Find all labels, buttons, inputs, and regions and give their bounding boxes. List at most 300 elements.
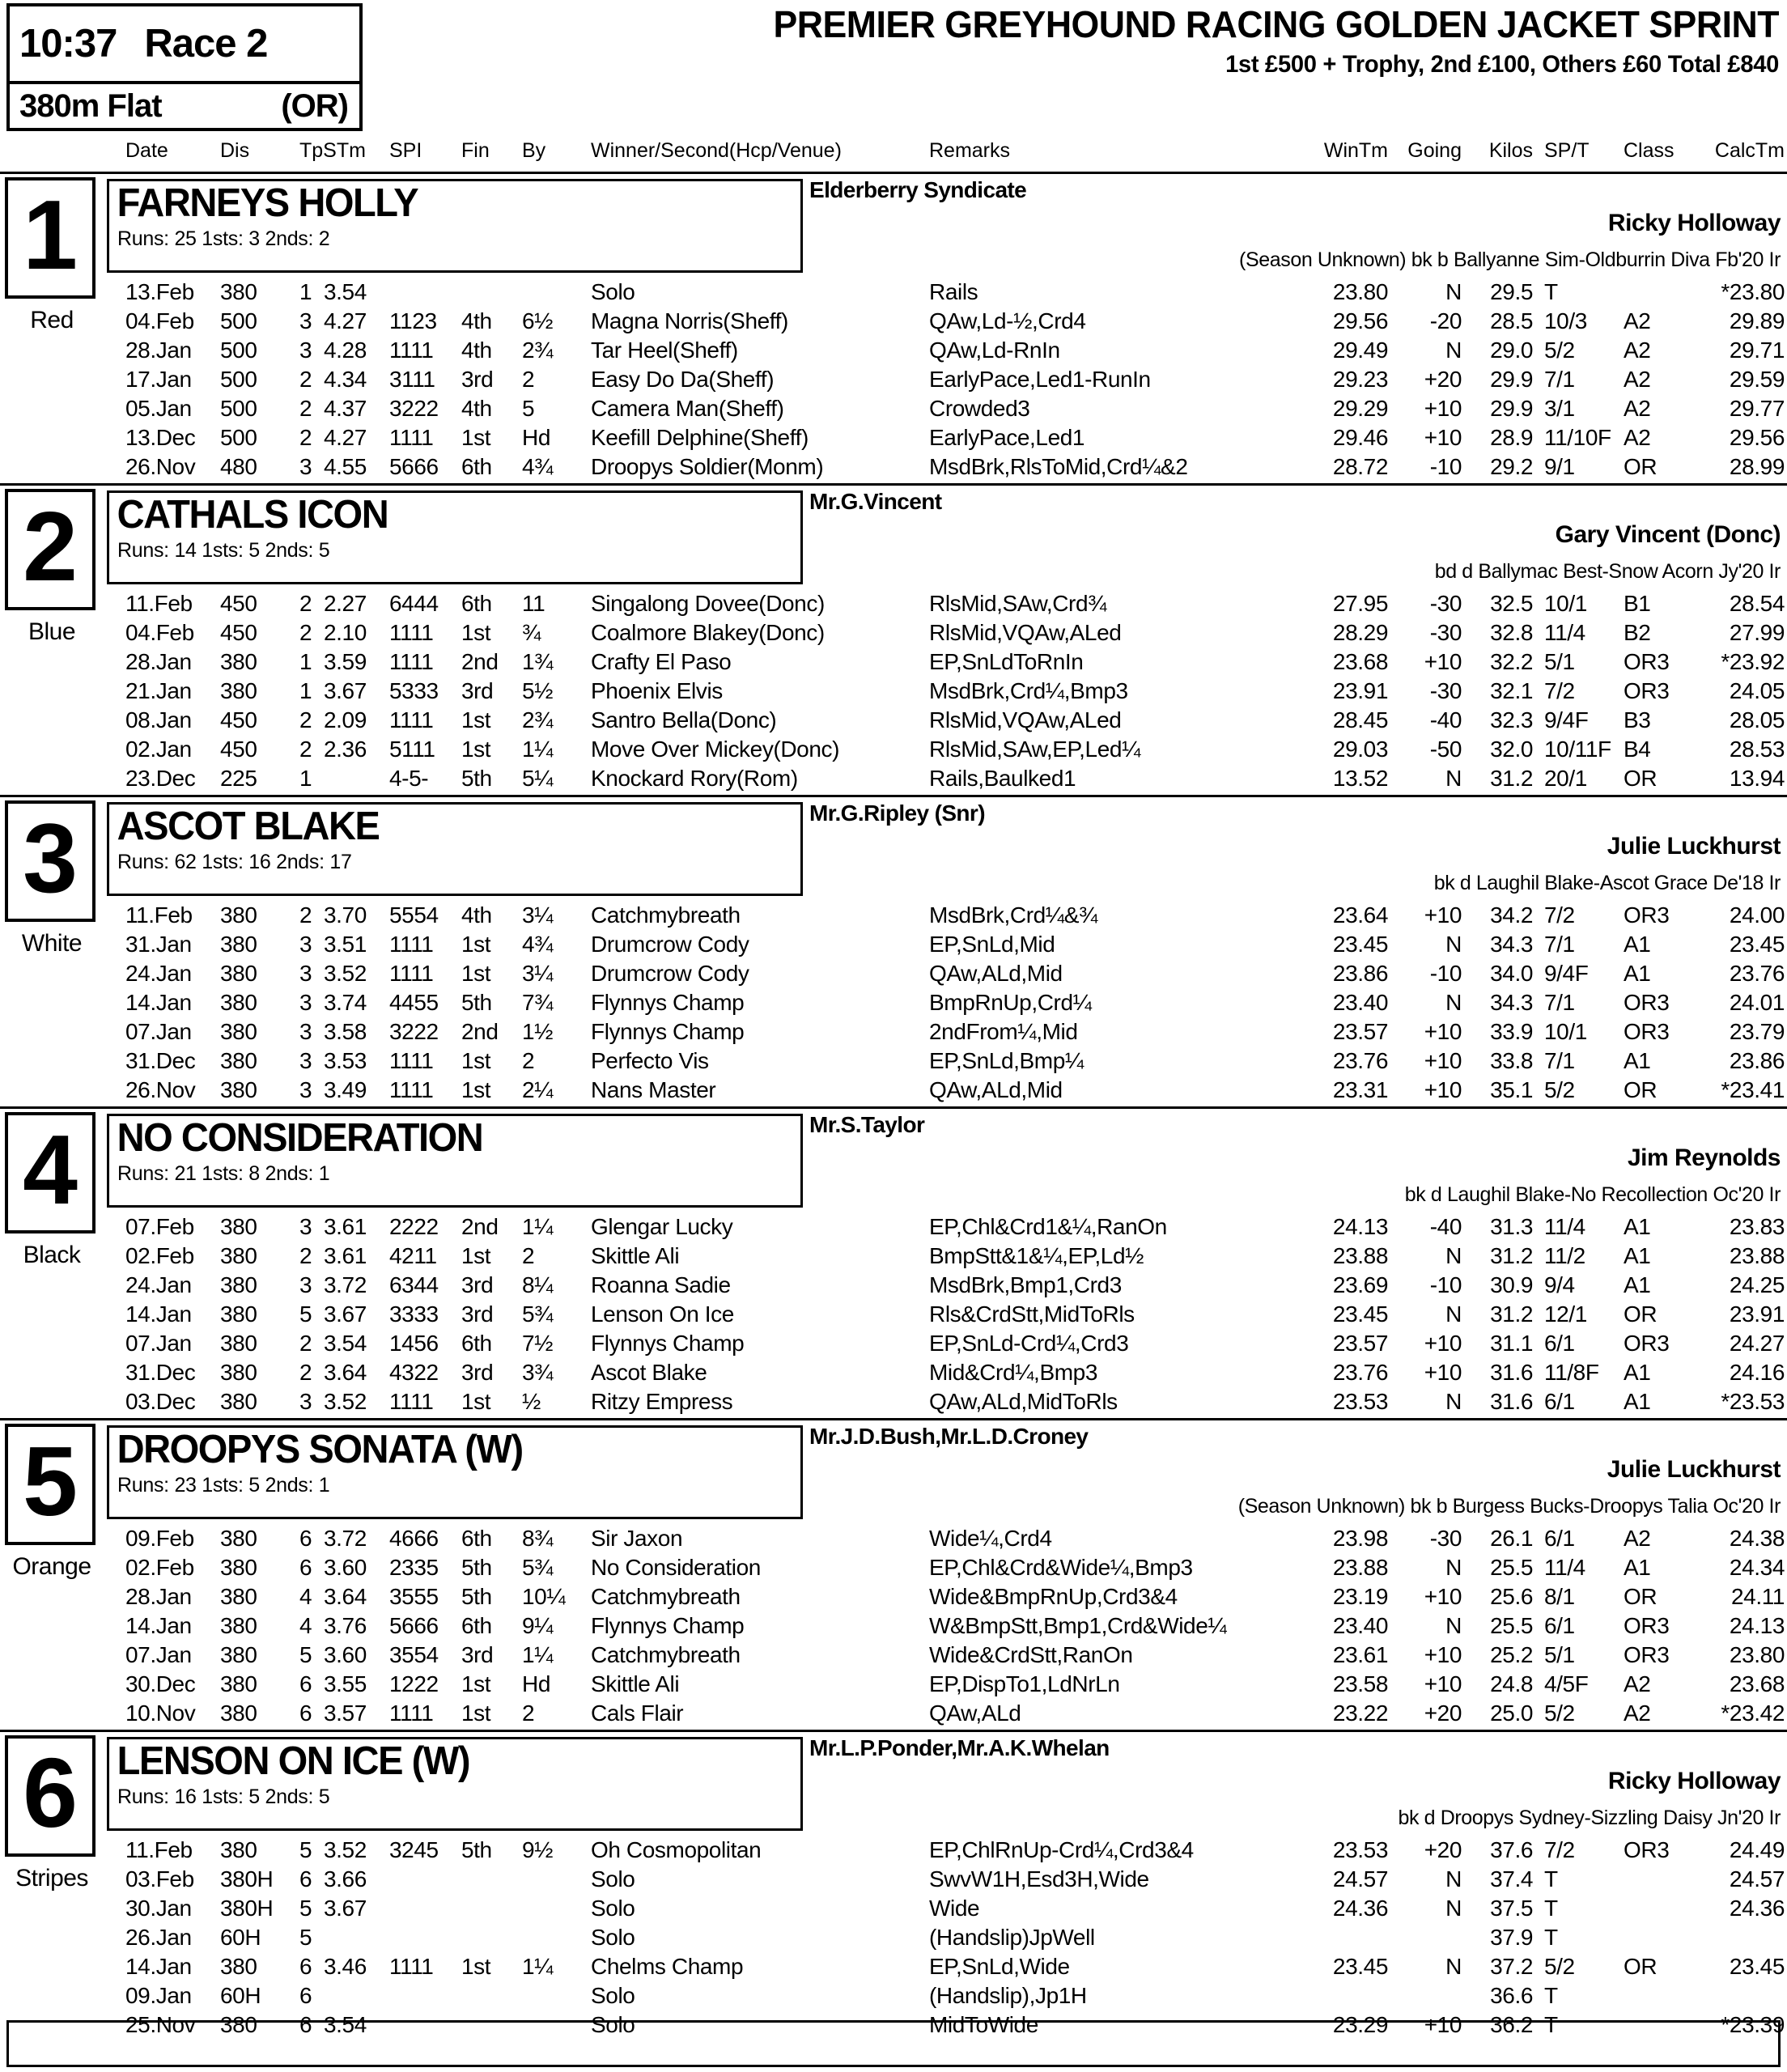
form-cell-kilos: 24.8 <box>1490 1671 1533 1696</box>
form-cell-winner: No Consideration <box>591 1555 761 1580</box>
form-cell-calctm: 23.45 <box>1729 1954 1785 1979</box>
form-cell-kilos: 37.2 <box>1490 1954 1533 1979</box>
trap-number: 5 <box>23 1426 78 1536</box>
form-cell-class: A2 <box>1624 425 1651 450</box>
form-cell-remarks: EP,SnLdToRnIn <box>929 649 1084 674</box>
form-row <box>0 1243 1787 1272</box>
form-cell-stm: 3.60 <box>324 1555 367 1580</box>
form-cell-dis: 380 <box>220 1584 257 1609</box>
form-cell-dis: 380 <box>220 1837 257 1862</box>
form-cell-dis: 380 <box>220 1048 257 1073</box>
form-cell-going: N <box>1445 990 1462 1015</box>
form-cell-sp: 3/1 <box>1544 396 1575 421</box>
form-cell-by: ½ <box>522 1389 541 1414</box>
form-cell-tp: 3 <box>299 932 312 957</box>
form-cell-going: +10 <box>1424 1077 1462 1102</box>
form-cell-stm: 3.70 <box>324 902 367 928</box>
form-cell-dis: 380 <box>220 1214 257 1239</box>
form-cell-stm: 3.74 <box>324 990 367 1015</box>
col-header-class: Class <box>1624 139 1675 162</box>
form-cell-winner: Glengar Lucky <box>591 1214 733 1239</box>
form-cell-date: 28.Jan <box>125 338 192 363</box>
form-cell-remarks: QAw,ALd,Mid <box>929 1077 1063 1102</box>
form-cell-calctm: 24.25 <box>1729 1272 1785 1297</box>
form-cell-dis: 500 <box>220 425 257 450</box>
form-cell-spi: 3222 <box>389 396 439 421</box>
form-cell-wintm: 23.58 <box>1332 1671 1388 1696</box>
form-cell-class: A1 <box>1624 1243 1651 1268</box>
form-cell-class: A2 <box>1624 1671 1651 1696</box>
form-cell-going: +10 <box>1424 1048 1462 1073</box>
breeding-line: bk d Droopys Sydney-Sizzling Daisy Jn'20 Ir <box>1398 1807 1781 1829</box>
form-cell-kilos: 28.5 <box>1490 308 1533 333</box>
form-cell-by: 7¾ <box>522 990 554 1015</box>
footer-notes-box <box>6 2020 1781 2067</box>
form-cell-stm: 3.46 <box>324 1954 367 1979</box>
form-cell-remarks: EP,Chl&Crd1&¼,RanOn <box>929 1214 1167 1239</box>
form-cell-class: A1 <box>1624 1272 1651 1297</box>
form-cell-tp: 3 <box>299 308 312 333</box>
race-info-bottom <box>10 84 359 128</box>
trap-colour-label: Red <box>30 307 74 333</box>
form-row <box>0 649 1787 678</box>
form-cell-sp: 4/5F <box>1544 1671 1589 1696</box>
form-row <box>0 766 1787 795</box>
runner-name: DROOPYS SONATA (W) <box>117 1428 523 1471</box>
form-cell-stm: 4.55 <box>324 454 367 479</box>
form-cell-tp: 2 <box>299 1331 312 1356</box>
form-cell-date: 07.Jan <box>125 1019 192 1044</box>
form-cell-by: 11 <box>522 591 545 616</box>
form-cell-date: 03.Feb <box>125 1866 194 1892</box>
form-cell-fin: 5th <box>461 766 492 791</box>
form-cell-tp: 3 <box>299 1048 312 1073</box>
form-cell-calctm: 29.89 <box>1729 308 1785 333</box>
col-header-by: By <box>522 139 546 162</box>
form-cell-by: 7½ <box>522 1331 554 1356</box>
form-cell-class: B3 <box>1624 707 1651 732</box>
race-distance: 380m Flat <box>19 87 162 124</box>
form-cell-calctm: 23.45 <box>1729 932 1785 957</box>
runner-block <box>0 483 1787 795</box>
form-cell-going: +10 <box>1424 1671 1462 1696</box>
form-cell-stm: 3.59 <box>324 649 367 674</box>
form-cell-winner: Coalmore Blakey(Donc) <box>591 620 825 645</box>
form-cell-going: -30 <box>1429 1526 1462 1551</box>
form-cell-going: +10 <box>1424 902 1462 928</box>
form-cell-tp: 1 <box>299 766 312 791</box>
form-cell-class: A1 <box>1624 1360 1651 1385</box>
form-cell-wintm: 23.88 <box>1332 1243 1388 1268</box>
form-cell-going: +10 <box>1424 396 1462 421</box>
form-cell-dis: 500 <box>220 396 257 421</box>
breeding-line: bk d Laughil Blake-No Recollection Oc'20 Ir <box>1404 1183 1781 1206</box>
form-row <box>0 1214 1787 1243</box>
form-row <box>0 707 1787 737</box>
col-header-calctm: CalcTm <box>1714 139 1785 162</box>
trap-colour-label: Blue <box>28 618 76 645</box>
form-cell-date: 07.Jan <box>125 1642 192 1667</box>
form-cell-tp: 3 <box>299 338 312 363</box>
form-cell-winner: Droopys Soldier(Monm) <box>591 454 824 479</box>
form-cell-date: 02.Jan <box>125 737 192 762</box>
form-cell-calctm: 29.77 <box>1729 396 1785 421</box>
form-cell-kilos: 29.9 <box>1490 367 1533 392</box>
form-cell-kilos: 31.2 <box>1490 1301 1533 1327</box>
form-cell-calctm: 24.49 <box>1729 1837 1785 1862</box>
form-cell-date: 28.Jan <box>125 649 192 674</box>
form-cell-winner: Camera Man(Sheff) <box>591 396 784 421</box>
form-row <box>0 279 1787 308</box>
form-row <box>0 1360 1787 1389</box>
breeding-line: (Season Unknown) bk b Ballyanne Sim-Oldburrin Diva Fb'20 Ir <box>1239 248 1781 271</box>
form-cell-date: 11.Feb <box>125 1837 193 1862</box>
form-cell-spi: 1111 <box>389 707 434 732</box>
form-cell-sp: 11/4 <box>1544 1214 1585 1239</box>
form-row <box>0 1389 1787 1418</box>
form-cell-kilos: 29.2 <box>1490 454 1533 479</box>
form-cell-sp: 6/1 <box>1544 1613 1575 1638</box>
form-cell-calctm: 23.88 <box>1729 1243 1785 1268</box>
form-cell-date: 14.Jan <box>125 1954 192 1979</box>
form-cell-calctm: 24.27 <box>1729 1331 1785 1356</box>
form-cell-sp: 9/4 <box>1544 1272 1575 1297</box>
form-cell-dis: 380 <box>220 1019 257 1044</box>
form-cell-wintm: 23.57 <box>1332 1019 1388 1044</box>
form-cell-kilos: 32.1 <box>1490 678 1533 703</box>
form-cell-sp: 7/2 <box>1544 1837 1575 1862</box>
form-lines <box>0 797 1787 1106</box>
form-row <box>0 1954 1787 1983</box>
form-cell-fin: 5th <box>461 1584 492 1609</box>
breeding-line: bd d Ballymac Best-Snow Acorn Jy'20 Ir <box>1434 560 1781 583</box>
form-cell-stm: 3.60 <box>324 1642 367 1667</box>
form-cell-by: Hd <box>522 1671 550 1696</box>
form-cell-spi: 1456 <box>389 1331 439 1356</box>
form-cell-by: 2 <box>522 1048 535 1073</box>
form-cell-sp: 10/1 <box>1544 591 1587 616</box>
form-cell-class: OR <box>1624 1584 1658 1609</box>
form-row <box>0 1613 1787 1642</box>
form-cell-remarks: SwvW1H,Esd3H,Wide <box>929 1866 1149 1892</box>
form-cell-kilos: 31.6 <box>1490 1360 1533 1385</box>
form-cell-fin: 6th <box>461 1331 492 1356</box>
race-number: Race 2 <box>144 22 268 66</box>
form-cell-wintm: 23.31 <box>1332 1077 1388 1102</box>
form-cell-winner: Flynnys Champ <box>591 1331 745 1356</box>
form-cell-remarks: EP,SnLd,Bmp¼ <box>929 1048 1084 1073</box>
form-cell-calctm: 28.54 <box>1729 591 1785 616</box>
form-cell-spi: 3222 <box>389 1019 439 1044</box>
form-cell-by: 2¾ <box>522 338 554 363</box>
form-cell-remarks: (Handslip),Jp1H <box>929 1983 1087 2008</box>
form-cell-stm: 3.72 <box>324 1526 367 1551</box>
form-cell-going: N <box>1445 1389 1462 1414</box>
form-cell-remarks: 2ndFrom¼,Mid <box>929 1019 1078 1044</box>
form-cell-going: N <box>1445 1301 1462 1327</box>
form-cell-wintm: 23.29 <box>1332 2012 1388 2037</box>
form-cell-tp: 6 <box>299 1671 312 1696</box>
form-cell-kilos: 32.2 <box>1490 649 1533 674</box>
form-cell-calctm: *23.41 <box>1721 1077 1785 1102</box>
form-cell-date: 14.Jan <box>125 990 192 1015</box>
form-cell-sp: 11/4 <box>1544 620 1585 645</box>
form-cell-dis: 380 <box>220 1555 257 1580</box>
form-cell-stm: 3.66 <box>324 1866 367 1892</box>
form-cell-class: A2 <box>1624 338 1651 363</box>
form-cell-tp: 2 <box>299 425 312 450</box>
form-cell-calctm: 27.99 <box>1729 620 1785 645</box>
form-cell-date: 17.Jan <box>125 367 192 392</box>
form-cell-tp: 5 <box>299 1925 312 1950</box>
form-cell-calctm: 28.53 <box>1729 737 1785 762</box>
form-cell-wintm: 28.45 <box>1332 707 1388 732</box>
form-row <box>0 990 1787 1019</box>
form-cell-class: A2 <box>1624 367 1651 392</box>
form-cell-fin: 3rd <box>461 678 494 703</box>
form-cell-tp: 2 <box>299 620 312 645</box>
form-cell-stm: 3.72 <box>324 1272 367 1297</box>
form-cell-remarks: EP,SnLd,Wide <box>929 1954 1070 1979</box>
form-cell-date: 09.Feb <box>125 1526 194 1551</box>
form-cell-sp: 5/1 <box>1544 1642 1575 1667</box>
form-cell-winner: Easy Do Da(Sheff) <box>591 367 775 392</box>
form-cell-wintm: 28.72 <box>1332 454 1388 479</box>
form-cell-calctm: 24.36 <box>1729 1896 1785 1921</box>
form-cell-class: A2 <box>1624 1526 1651 1551</box>
trainer-name: Gary Vincent (Donc) <box>1555 521 1781 548</box>
form-cell-remarks: Rls&CrdStt,MidToRls <box>929 1301 1135 1327</box>
form-cell-stm: 3.52 <box>324 1389 367 1414</box>
form-cell-spi: 1111 <box>389 932 434 957</box>
form-cell-calctm: 24.05 <box>1729 678 1785 703</box>
form-cell-winner: Drumcrow Cody <box>591 932 749 957</box>
form-cell-stm: 3.51 <box>324 932 367 957</box>
form-cell-class: B2 <box>1624 620 1651 645</box>
form-cell-dis: 380 <box>220 961 257 986</box>
form-cell-going: -50 <box>1429 737 1462 762</box>
form-cell-by: 5¼ <box>522 766 554 791</box>
form-row <box>0 367 1787 396</box>
runner-block <box>0 795 1787 1106</box>
form-cell-date: 31.Dec <box>125 1360 196 1385</box>
form-row <box>0 1584 1787 1613</box>
form-cell-kilos: 25.5 <box>1490 1555 1533 1580</box>
runners-list <box>0 172 1787 2041</box>
form-cell-winner: Roanna Sadie <box>591 1272 731 1297</box>
form-cell-spi: 1111 <box>389 1389 434 1414</box>
form-cell-date: 02.Feb <box>125 1243 194 1268</box>
form-cell-remarks: EarlyPace,Led1-RunIn <box>929 367 1151 392</box>
form-cell-spi: 1111 <box>389 1700 434 1726</box>
form-cell-by: 10¼ <box>522 1584 566 1609</box>
form-cell-by: 9½ <box>522 1837 554 1862</box>
form-cell-spi: 1111 <box>389 649 434 674</box>
form-lines <box>0 1732 1787 2041</box>
form-cell-calctm: 23.79 <box>1729 1019 1785 1044</box>
col-header-dis: Dis <box>220 139 250 162</box>
form-cell-remarks: EP,DispTo1,LdNrLn <box>929 1671 1120 1696</box>
form-cell-spi: 5554 <box>389 902 439 928</box>
form-cell-fin: 1st <box>461 961 491 986</box>
form-cell-spi: 6344 <box>389 1272 439 1297</box>
form-cell-dis: 380 <box>220 279 257 304</box>
trap-colour-label: Black <box>23 1242 81 1268</box>
form-cell-stm: 3.64 <box>324 1584 367 1609</box>
form-cell-fin: 6th <box>461 1526 492 1551</box>
form-cell-tp: 6 <box>299 2012 312 2037</box>
form-cell-kilos: 36.2 <box>1490 2012 1533 2037</box>
form-cell-kilos: 34.3 <box>1490 932 1533 957</box>
form-cell-going: -40 <box>1429 1214 1462 1239</box>
breeding-line: bk d Laughil Blake-Ascot Grace De'18 Ir <box>1433 872 1781 894</box>
form-cell-remarks: MsdBrk,Crd¼&¾ <box>929 902 1097 928</box>
form-cell-wintm: 23.22 <box>1332 1700 1388 1726</box>
form-cell-spi: 3333 <box>389 1301 439 1327</box>
form-cell-winner: Singalong Dovee(Donc) <box>591 591 825 616</box>
form-cell-by: 1¼ <box>522 1642 554 1667</box>
form-cell-fin: 1st <box>461 737 491 762</box>
form-cell-going: N <box>1445 1954 1462 1979</box>
form-cell-class: A2 <box>1624 308 1651 333</box>
form-cell-fin: 1st <box>461 1243 491 1268</box>
form-cell-winner: Crafty El Paso <box>591 649 732 674</box>
form-cell-spi: 1111 <box>389 961 434 986</box>
form-cell-wintm: 23.68 <box>1332 649 1388 674</box>
form-cell-stm: 4.27 <box>324 425 367 450</box>
form-cell-winner: Solo <box>591 1925 635 1950</box>
form-cell-winner: Tar Heel(Sheff) <box>591 338 738 363</box>
form-cell-tp: 5 <box>299 1837 312 1862</box>
form-cell-spi: 4-5- <box>389 766 429 791</box>
form-cell-calctm: 23.68 <box>1729 1671 1785 1696</box>
form-cell-stm: 3.54 <box>324 1331 367 1356</box>
trap-colour-label: Stripes <box>15 1865 88 1892</box>
form-cell-tp: 1 <box>299 678 312 703</box>
form-cell-kilos: 30.9 <box>1490 1272 1533 1297</box>
form-cell-spi: 6444 <box>389 591 439 616</box>
form-cell-tp: 6 <box>299 1700 312 1726</box>
form-cell-date: 07.Feb <box>125 1214 194 1239</box>
form-cell-kilos: 33.8 <box>1490 1048 1533 1073</box>
form-row <box>0 1048 1787 1077</box>
form-cell-remarks: EP,ChlRnUp-Crd¼,Crd3&4 <box>929 1837 1194 1862</box>
form-cell-remarks: Rails <box>929 279 978 304</box>
form-cell-stm: 2.10 <box>324 620 367 645</box>
form-cell-class: OR3 <box>1624 902 1670 928</box>
form-cell-calctm: 24.01 <box>1729 990 1785 1015</box>
form-cell-sp: 5/1 <box>1544 649 1575 674</box>
form-cell-going: +10 <box>1424 649 1462 674</box>
form-cell-winner: Flynnys Champ <box>591 1613 745 1638</box>
form-cell-fin: 1st <box>461 1954 491 1979</box>
form-cell-sp: T <box>1544 279 1558 304</box>
form-cell-stm: 3.54 <box>324 279 367 304</box>
form-cell-spi: 5666 <box>389 1613 439 1638</box>
form-cell-date: 03.Dec <box>125 1389 196 1414</box>
form-cell-date: 10.Nov <box>125 1700 196 1726</box>
form-row <box>0 1019 1787 1048</box>
form-cell-by: 2¾ <box>522 707 554 732</box>
form-cell-winner: Sir Jaxon <box>591 1526 683 1551</box>
form-row <box>0 396 1787 425</box>
column-header-row <box>0 139 1787 172</box>
form-cell-remarks: MsdBrk,RlsToMid,Crd¼&2 <box>929 454 1188 479</box>
form-row <box>0 1301 1787 1331</box>
form-cell-kilos: 29.9 <box>1490 396 1533 421</box>
form-cell-sp: 7/1 <box>1544 990 1575 1015</box>
form-cell-dis: 380 <box>220 1331 257 1356</box>
form-cell-going: +10 <box>1424 1360 1462 1385</box>
form-cell-wintm: 23.45 <box>1332 1301 1388 1327</box>
form-cell-kilos: 25.6 <box>1490 1584 1533 1609</box>
form-cell-tp: 5 <box>299 1896 312 1921</box>
form-cell-calctm: 23.86 <box>1729 1048 1785 1073</box>
form-cell-calctm: 13.94 <box>1729 766 1785 791</box>
form-cell-date: 14.Jan <box>125 1301 192 1327</box>
form-cell-spi: 5333 <box>389 678 439 703</box>
form-cell-sp: T <box>1544 1925 1558 1950</box>
form-row <box>0 1983 1787 2012</box>
form-cell-wintm: 23.64 <box>1332 902 1388 928</box>
form-cell-going: +10 <box>1424 1642 1462 1667</box>
form-cell-calctm: 24.11 <box>1731 1584 1785 1609</box>
form-row <box>0 932 1787 961</box>
trainer-name: Julie Luckhurst <box>1607 1456 1781 1483</box>
form-cell-fin: 3rd <box>461 1272 494 1297</box>
form-cell-remarks: QAw,ALd <box>929 1700 1021 1726</box>
form-cell-calctm: *23.80 <box>1721 279 1785 304</box>
form-cell-tp: 2 <box>299 396 312 421</box>
form-cell-spi: 1111 <box>389 1048 434 1073</box>
form-cell-class: OR3 <box>1624 1331 1670 1356</box>
form-cell-kilos: 26.1 <box>1490 1526 1533 1551</box>
form-cell-spi: 3554 <box>389 1642 439 1667</box>
form-cell-fin: 1st <box>461 1048 491 1073</box>
form-cell-wintm: 29.46 <box>1332 425 1388 450</box>
form-cell-calctm: *23.39 <box>1721 2012 1785 2037</box>
form-cell-stm: 4.34 <box>324 367 367 392</box>
form-cell-sp: 11/4 <box>1544 1555 1585 1580</box>
form-cell-winner: Solo <box>591 1866 635 1892</box>
form-cell-tp: 2 <box>299 707 312 732</box>
form-cell-going: N <box>1445 1613 1462 1638</box>
form-cell-by: 2 <box>522 1243 535 1268</box>
race-title: PREMIER GREYHOUND RACING GOLDEN JACKET SPRINT <box>773 3 1780 45</box>
form-cell-wintm: 23.61 <box>1332 1642 1388 1667</box>
form-cell-going: -20 <box>1429 308 1462 333</box>
form-cell-dis: 380 <box>220 1671 257 1696</box>
form-cell-fin: 5th <box>461 1555 492 1580</box>
form-cell-date: 04.Feb <box>125 620 194 645</box>
owner-name: Mr.G.Vincent <box>809 489 942 514</box>
form-cell-remarks: MsdBrk,Crd¼,Bmp3 <box>929 678 1128 703</box>
form-cell-date: 21.Jan <box>125 678 192 703</box>
form-cell-sp: 6/1 <box>1544 1389 1575 1414</box>
runner-name: NO CONSIDERATION <box>117 1116 483 1160</box>
form-cell-spi: 2222 <box>389 1214 439 1239</box>
form-cell-dis: 450 <box>220 707 257 732</box>
form-cell-spi: 4211 <box>389 1243 437 1268</box>
runner-name: ASCOT BLAKE <box>117 805 380 848</box>
form-cell-fin: 3rd <box>461 367 494 392</box>
form-cell-fin: 3rd <box>461 1642 494 1667</box>
form-cell-remarks: QAw,Ld-½,Crd4 <box>929 308 1086 333</box>
form-cell-tp: 3 <box>299 1077 312 1102</box>
form-cell-stm: 2.36 <box>324 737 367 762</box>
form-cell-tp: 6 <box>299 1954 312 1979</box>
form-cell-wintm: 23.86 <box>1332 961 1388 986</box>
